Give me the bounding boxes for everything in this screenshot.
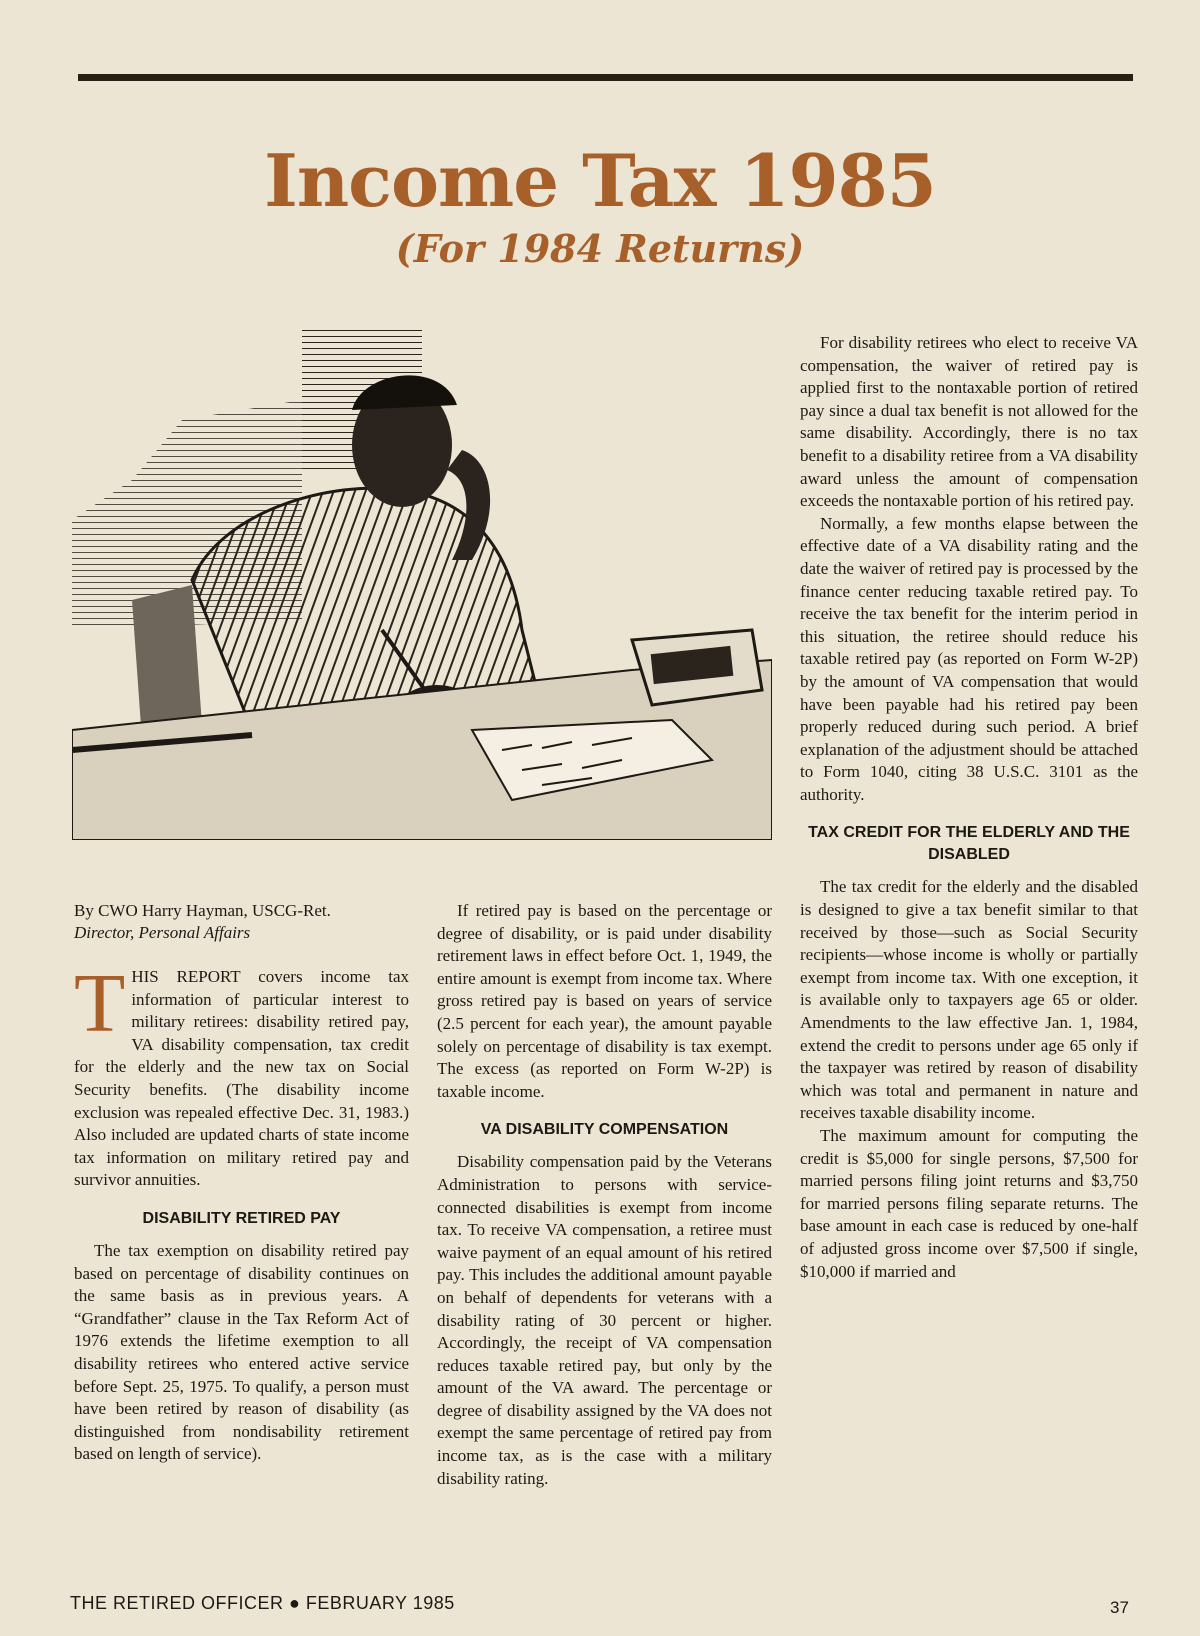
paragraph: If retired pay is based on the percentage or degree of disability, or is paid under disability retirement laws in effect before Oct. 1, 1949, the entire amount is exempt from income tax. Where gross retired pay is based on years of service (2.5 percent for each year), the amount payable solely on percentage of disability is tax exempt. The excess (as reported on Form W-2P) is taxable income. <box>437 901 772 1101</box>
heading-tax-credit-elderly-disabled: TAX CREDIT FOR THE ELDERLY AND THE DISABLED <box>808 824 1130 864</box>
drop-cap: T <box>74 957 126 1050</box>
author: By CWO Harry Hayman, USCG-Ret. <box>74 901 331 920</box>
column-1 <box>74 900 409 1466</box>
author-role: Director, Personal Affairs <box>74 923 251 942</box>
column-2 <box>437 900 772 1490</box>
page-subtitle: (For 1984 Returns) <box>395 226 805 271</box>
paragraph: The tax credit for the elderly and the disabled is designed to give a tax benefit similar to that received by those—such as Social Security recipients—whose income is wholly or partially exempt from income tax. With one exception, it is available only to taxpayers age 65 or older. Amendments to the law effective Jan. 1, 1984, extend the credit to persons under age 65 only if the taxpayer was retired by reason of disability which was total and permanent in nature and receives taxable disability income. <box>800 877 1138 1123</box>
man-at-desk-illustration-icon <box>72 330 772 840</box>
top-rule <box>78 74 1133 81</box>
paragraph: Normally, a few months elapse between the effective date of a VA disability rating and the date the waiver of retired pay is processed by the finance center reducing taxable retired pay. To receive the tax benefit for the interim period in this situation, the retiree should reduce his taxable retired pay (as reported on Form W-2P) by the amount of VA compensation that would have been payable had his retired pay been properly reduced during such period. A brief explanation of the adjustment should be attached to Form 1040, citing 38 U.S.C. 3101 as the authority. <box>800 513 1138 804</box>
page-title: Income Tax 1985 <box>264 138 936 223</box>
intro-text: covers income tax information of particular interest to military retirees: disability retired pay, VA disability compensation, tax credit for the elderly and the new tax on Social Security benefits. (The disability income exclusion was repealed effective Dec. 31, 1983.) Also included are updated charts of state income tax information on military retired pay and survivor annuities. <box>74 967 409 1190</box>
byline <box>74 900 409 944</box>
page-number: 37 <box>1110 1598 1129 1617</box>
footer-publication: THE RETIRED OFFICER ● FEBRUARY 1985 <box>70 1593 455 1613</box>
heading-disability-retired-pay: DISABILITY RETIRED PAY <box>142 1209 341 1227</box>
paragraph: The maximum amount for computing the credit is $5,000 for single persons, $7,500 for married persons filing joint returns and $3,750 for married persons filing separate returns. The base amount in each case is reduced by one-half of adjusted gross income over $7,500 if single, $10,000 if married and <box>800 1126 1138 1281</box>
paragraph: Disability compensation paid by the Veterans Administration to persons with service-connected disabilities is exempt from income tax. To receive VA compensation, a retiree must waive payment of an equal amount of his retired pay. This includes the additional amount payable on behalf of dependents for veterans with a disability rating of 30 percent or higher. Accordingly, the receipt of VA compensation reduces taxable retired pay, but only by the amount of the VA award. The percentage or degree of disability assigned by the VA does not exempt the same percentage of retired pay from income tax, as is the case with a military disability rating. <box>437 1152 772 1488</box>
heading-va-disability-compensation: VA DISABILITY COMPENSATION <box>480 1121 729 1139</box>
paragraph: For disability retirees who elect to receive VA compensation, the waiver of retired pay is applied first to the nontaxable portion of retired pay since a dual tax benefit is not allowed for the same disability. Accordingly, there is no tax benefit to a disability retiree from a VA disability award unless the amount of compensation exceeds the nontaxable portion of his retired pay. <box>800 333 1138 511</box>
intro-paragraph <box>74 957 409 1192</box>
column-3 <box>800 332 1138 1283</box>
intro-lead: HIS REPORT <box>131 967 241 986</box>
paragraph: The tax exemption on disability retired pay based on percentage of disability continues on the same basis as in previous years. A “Grandfather” clause in the Tax Reform Act of 1976 extends the lifetime exemption to all disability retirees who entered active service before Sept. 25, 1975. To qualify, a person must have been retired by reason of disability (as distinguished from nondisability retirement based on length of service). <box>74 1240 409 1464</box>
